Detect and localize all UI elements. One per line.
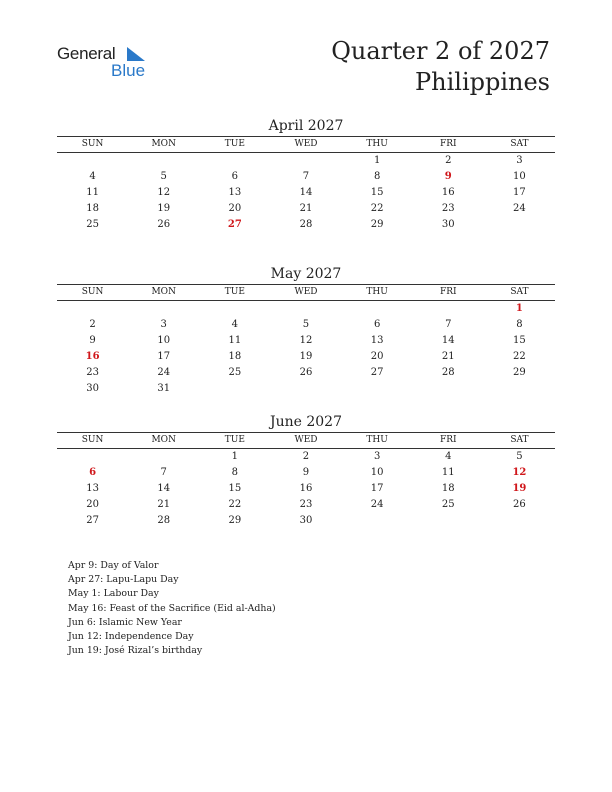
date-cell: 30: [441, 219, 455, 230]
date-cell: 20: [86, 499, 99, 510]
date-cell: [484, 381, 555, 397]
date-cell: 19: [157, 203, 171, 214]
date-cell: [342, 301, 413, 317]
date-cell: 5: [516, 451, 523, 462]
month-calendar-june: [57, 413, 555, 529]
logo-text-general: General: [57, 44, 116, 63]
date-cell: 24: [157, 367, 171, 378]
date-cell: 7: [302, 171, 310, 182]
date-cell: 3: [373, 451, 381, 462]
holiday-date-cell: 12: [512, 467, 527, 478]
date-cell: 19: [299, 351, 313, 362]
date-cell: 6: [373, 319, 381, 330]
weekday-label: SAT: [510, 287, 529, 297]
holiday-list: [68, 559, 276, 658]
date-cell: 12: [157, 187, 171, 198]
date-cell: 22: [228, 499, 242, 510]
date-cell: 18: [228, 351, 242, 362]
week-row: [57, 301, 555, 317]
date-cell: 25: [228, 367, 242, 378]
holiday-note: Jun 19: José Rizal’s birthday: [68, 645, 203, 657]
date-cell: 23: [86, 367, 99, 378]
date-cell: [128, 153, 199, 169]
week-row: [57, 381, 555, 397]
date-cell: [270, 301, 341, 317]
date-cell: 2: [89, 319, 96, 330]
week-row: [57, 333, 555, 349]
logo-text-blue: Blue: [111, 61, 146, 80]
date-cell: 16: [299, 483, 313, 494]
week-row: [57, 169, 555, 185]
date-cell: [199, 153, 270, 169]
month-calendar-april: [57, 117, 555, 233]
date-cell: [270, 153, 341, 169]
date-cell: 16: [441, 187, 455, 198]
date-cell: 3: [160, 319, 167, 330]
date-cell: 28: [441, 367, 455, 378]
holiday-note: Jun 12: Independence Day: [68, 631, 194, 643]
date-cell: 11: [441, 467, 455, 478]
date-cell: 11: [228, 335, 242, 346]
date-cell: 21: [441, 351, 455, 362]
weekday-label: WED: [294, 435, 318, 445]
date-cell: 18: [86, 203, 99, 214]
date-cell: 2: [445, 155, 452, 166]
date-cell: 20: [370, 351, 384, 362]
date-cell: [413, 301, 484, 317]
date-cell: 14: [441, 335, 455, 346]
date-cell: 29: [228, 515, 242, 526]
weekday-label: TUE: [224, 287, 245, 297]
date-cell: 21: [157, 499, 171, 510]
date-cell: 4: [89, 171, 96, 182]
date-cell: 10: [513, 171, 526, 182]
date-cell: 27: [370, 367, 384, 378]
date-cell: 22: [370, 203, 384, 214]
holiday-date-cell: 1: [515, 303, 523, 314]
date-cell: 15: [513, 335, 526, 346]
holiday-note: May 1: Labour Day: [68, 588, 159, 600]
weekday-label: THU: [366, 287, 388, 297]
date-cell: 13: [370, 335, 384, 346]
date-cell: [199, 381, 270, 397]
date-cell: [57, 153, 128, 169]
date-cell: 26: [513, 499, 526, 510]
month-grid: [57, 449, 555, 529]
weekday-label: FRI: [439, 139, 457, 149]
date-cell: 24: [370, 499, 384, 510]
date-cell: 15: [228, 483, 242, 494]
week-row: [57, 217, 555, 233]
weekday-label: FRI: [439, 287, 457, 297]
date-cell: [57, 449, 128, 465]
week-row: [57, 201, 555, 217]
weekday-header: [57, 284, 555, 301]
weekday-header: [57, 432, 555, 449]
weekday-label: TUE: [224, 139, 245, 149]
week-row: [57, 153, 555, 169]
week-row: [57, 365, 555, 381]
date-cell: 9: [89, 335, 96, 346]
date-cell: 15: [370, 187, 384, 198]
date-cell: 5: [160, 171, 167, 182]
month-grid: [57, 301, 555, 397]
date-cell: 10: [157, 335, 171, 346]
date-cell: [413, 513, 484, 529]
date-cell: 27: [86, 515, 99, 526]
page-title: [331, 36, 550, 98]
title-quarter: Quarter 2 of 2027: [331, 37, 550, 65]
date-cell: 18: [441, 483, 455, 494]
date-cell: 31: [157, 383, 171, 394]
date-cell: 30: [299, 515, 313, 526]
date-cell: 24: [513, 203, 526, 214]
weekday-label: MON: [151, 139, 176, 149]
weekday-label: SUN: [81, 287, 104, 297]
date-cell: 8: [373, 171, 381, 182]
date-cell: [128, 449, 199, 465]
date-cell: [342, 513, 413, 529]
week-row: [57, 349, 555, 365]
date-cell: 22: [513, 351, 526, 362]
month-grid: [57, 153, 555, 233]
weekday-label: MON: [151, 435, 176, 445]
weekday-label: SUN: [81, 435, 104, 445]
date-cell: [199, 301, 270, 317]
date-cell: 9: [302, 467, 310, 478]
date-cell: 8: [516, 319, 523, 330]
date-cell: 23: [441, 203, 455, 214]
date-cell: 3: [516, 155, 523, 166]
month-title: April 2027: [268, 118, 344, 134]
date-cell: 28: [299, 219, 313, 230]
date-cell: 17: [370, 483, 384, 494]
holiday-date-cell: 16: [85, 351, 100, 362]
date-cell: 13: [86, 483, 99, 494]
date-cell: [57, 301, 128, 317]
weekday-label: WED: [294, 287, 318, 297]
holiday-note: May 16: Feast of the Sacrifice (Eid al-Adha): [68, 602, 276, 614]
date-cell: 25: [86, 219, 99, 230]
holiday-date-cell: 19: [512, 483, 527, 494]
date-cell: 1: [231, 451, 239, 462]
week-row: [57, 465, 555, 481]
week-row: [57, 449, 555, 465]
weekday-label: THU: [366, 435, 388, 445]
holiday-date-cell: 6: [89, 467, 97, 478]
date-cell: 29: [370, 219, 384, 230]
date-cell: 28: [157, 515, 171, 526]
holiday-note: Apr 27: Lapu-Lapu Day: [68, 574, 179, 586]
weekday-label: TUE: [224, 435, 245, 445]
date-cell: 17: [513, 187, 526, 198]
date-cell: [484, 217, 555, 233]
date-cell: 26: [157, 219, 171, 230]
date-cell: 7: [445, 319, 452, 330]
date-cell: 20: [228, 203, 242, 214]
weekday-label: WED: [294, 139, 318, 149]
date-cell: 25: [441, 499, 455, 510]
date-cell: 17: [157, 351, 171, 362]
week-row: [57, 513, 555, 529]
date-cell: 4: [445, 451, 452, 462]
weekday-header: [57, 136, 555, 153]
weekday-label: SAT: [510, 139, 529, 149]
date-cell: 6: [231, 171, 239, 182]
weekday-label: SAT: [510, 435, 529, 445]
date-cell: 7: [160, 467, 167, 478]
date-cell: 13: [228, 187, 242, 198]
holiday-note: Apr 9: Day of Valor: [68, 560, 159, 571]
date-cell: 8: [231, 467, 239, 478]
date-cell: [484, 513, 555, 529]
holiday-date-cell: 9: [444, 171, 452, 182]
date-cell: 23: [299, 499, 313, 510]
date-cell: [270, 381, 341, 397]
month-title: June 2027: [269, 414, 342, 430]
date-cell: 2: [302, 451, 310, 462]
week-row: [57, 481, 555, 497]
date-cell: 11: [86, 187, 99, 198]
date-cell: 26: [299, 367, 313, 378]
date-cell: [342, 381, 413, 397]
date-cell: 14: [299, 187, 313, 198]
date-cell: 12: [299, 335, 313, 346]
generalblue-logo: [57, 44, 157, 84]
holiday-date-cell: 27: [227, 219, 242, 230]
month-calendar-may: [57, 265, 555, 397]
holiday-note: Jun 6: Islamic New Year: [68, 616, 182, 628]
date-cell: 30: [86, 383, 99, 394]
date-cell: [128, 301, 199, 317]
date-cell: 29: [513, 367, 526, 378]
weekday-label: THU: [366, 139, 388, 149]
date-cell: 5: [302, 319, 310, 330]
weekday-label: SUN: [81, 139, 104, 149]
week-row: [57, 185, 555, 201]
weekday-label: MON: [151, 287, 176, 297]
title-country: Philippines: [414, 68, 550, 96]
week-row: [57, 317, 555, 333]
date-cell: [413, 381, 484, 397]
date-cell: 21: [299, 203, 313, 214]
weekday-label: FRI: [439, 435, 457, 445]
month-title: May 2027: [270, 266, 342, 282]
date-cell: 14: [157, 483, 171, 494]
date-cell: 10: [370, 467, 384, 478]
date-cell: 1: [373, 155, 381, 166]
date-cell: 4: [231, 319, 239, 330]
week-row: [57, 497, 555, 513]
